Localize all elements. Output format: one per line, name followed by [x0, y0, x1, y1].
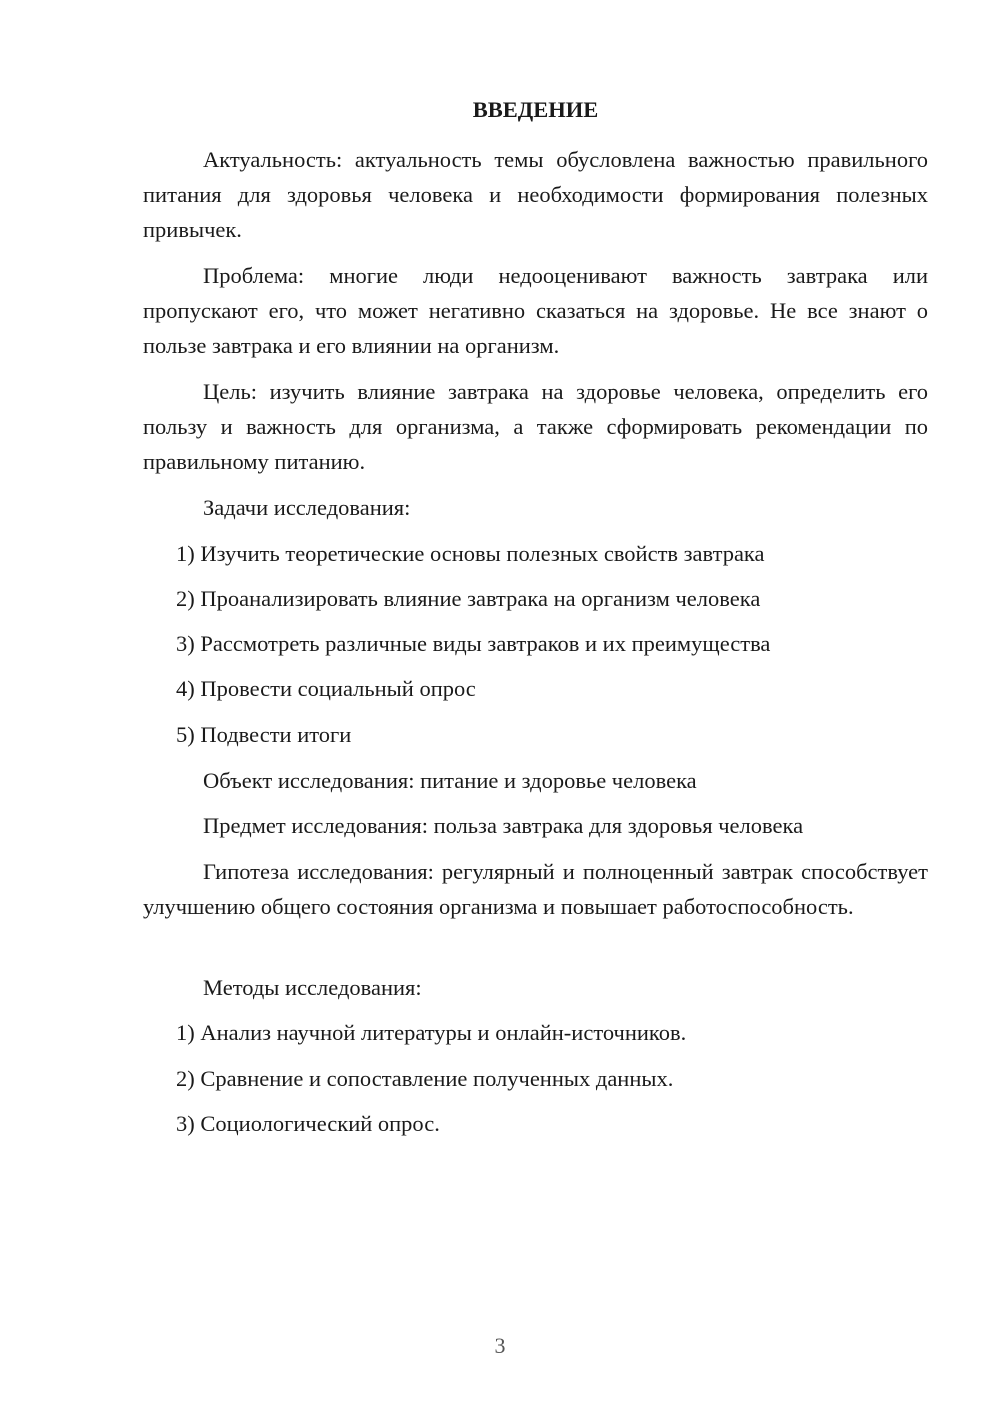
page-title: ВВЕДЕНИЕ: [472, 97, 599, 122]
hypothesis-text: Гипотеза исследования: регулярный и полноценный завтрак способствует улучшению общего состояния организма и повышает работоспособность.: [143, 859, 928, 919]
task-item-1: 1) Изучить теоретические основы полезных свойств завтрака: [176, 541, 765, 566]
task-item-3: 3) Рассмотреть различные виды завтраков и их преимущества: [176, 631, 771, 656]
page-number: 3: [494, 1333, 506, 1358]
hypothesis-paragraph: [143, 854, 928, 924]
relevance-text: Актуальность: актуальность темы обусловлена важностью правильного питания для здоровья человека и необходимости формирования полезных привычек.: [143, 147, 928, 242]
research-object: Объект исследования: питание и здоровье человека: [203, 768, 697, 793]
method-item-3: 3) Социологический опрос.: [176, 1111, 440, 1136]
tasks-heading: Задачи исследования:: [203, 495, 411, 520]
task-item-4: 4) Провести социальный опрос: [176, 676, 476, 701]
goal-text: Цель: изучить влияние завтрака на здоровье человека, определить его пользу и важность для организма, а также сформировать рекомендации по правильному питанию.: [143, 379, 928, 474]
task-item-5: 5) Подвести итоги: [176, 722, 352, 747]
methods-heading: Методы исследования:: [203, 975, 422, 1000]
method-item-2: 2) Сравнение и сопоставление полученных данных.: [176, 1066, 674, 1091]
problem-paragraph: [143, 258, 928, 363]
method-item-1: 1) Анализ научной литературы и онлайн-источников.: [176, 1020, 687, 1045]
problem-text: Проблема: многие люди недооценивают важность завтрака или пропускают его, что может негативно сказаться на здоровье. Не все знают о пользе завтрака и его влиянии на организм.: [143, 263, 928, 358]
research-subject: Предмет исследования: польза завтрака для здоровья человека: [203, 813, 804, 838]
task-item-2: 2) Проанализировать влияние завтрака на организм человека: [176, 586, 761, 611]
relevance-paragraph: [143, 142, 928, 247]
goal-paragraph: [143, 374, 928, 479]
